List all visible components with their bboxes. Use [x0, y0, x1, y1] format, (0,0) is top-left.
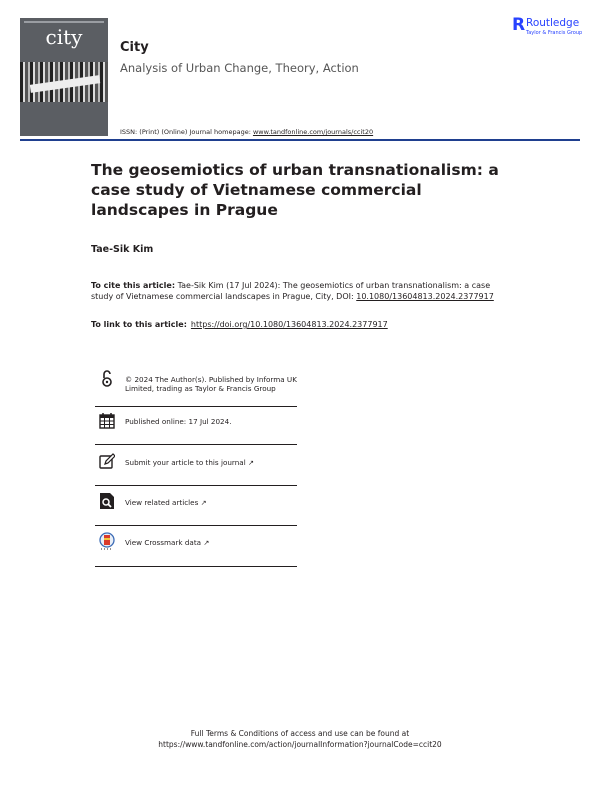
divider	[95, 406, 297, 407]
cover-title: city	[45, 25, 83, 49]
terms-line: Full Terms & Conditions of access and use can be found at	[190, 729, 410, 738]
terms-footer	[0, 728, 600, 750]
article-link: To link to this article: https://doi.org/10.1080/13604813.2024.2377917	[91, 320, 388, 329]
citation: To cite this article: Tae-Sik Kim (17 Jul 2024): The geosemiotics of urban transnationalism: a case study of Vietnamese commercial landscapes in Prague, City, DOI: 10.1080/13604813.2024.2377917	[91, 281, 494, 301]
crossmark-link[interactable]: View Crossmark data ↗	[95, 532, 297, 558]
submit-article-link[interactable]: Submit your article to this journal ↗	[95, 452, 297, 476]
divider	[95, 485, 297, 486]
license-info: © 2024 The Author(s). Published by Informa UK Limited, trading as Taylor & Francis Group	[95, 370, 297, 406]
citation-doi-link[interactable]: 10.1080/13604813.2024.2377917	[356, 292, 494, 301]
terms-url[interactable]: https://www.tandfonline.com/action/journalInformation?journalCode=ccit20	[158, 740, 442, 749]
divider	[95, 525, 297, 526]
publisher-name: Routledge	[526, 17, 580, 29]
related-articles-icon	[99, 492, 115, 510]
journal-homepage-link[interactable]: www.tandfonline.com/journals/ccit20	[252, 128, 374, 136]
routledge-mark-icon: R	[512, 15, 526, 35]
article-title: The geosemiotics of urban transnationalism: a case study of Vietnamese commercial landscapes in Prague	[91, 161, 499, 219]
edit-icon	[99, 452, 115, 470]
related-articles-link[interactable]: View related articles ↗	[95, 492, 297, 516]
journal-name: City	[120, 40, 149, 55]
publisher-tagline: Taylor & Francis Group	[526, 30, 583, 36]
issn-line: ISSN: (Print) (Online) Journal homepage: www.tandfonline.com/journals/ccit20	[120, 128, 374, 136]
journal-subtitle: Analysis of Urban Change, Theory, Action	[120, 61, 359, 75]
cover-photo	[20, 62, 108, 102]
article-doi-link[interactable]: https://doi.org/10.1080/13604813.2024.2377917	[190, 320, 388, 329]
article-author: Tae-Sik Kim	[91, 244, 154, 255]
open-access-icon	[99, 370, 115, 388]
cover-header-strip	[24, 21, 104, 23]
divider	[95, 444, 297, 445]
divider	[95, 566, 297, 567]
calendar-icon	[99, 412, 115, 430]
published-online: Published online: 17 Jul 2024.	[95, 412, 297, 442]
header-divider	[20, 139, 580, 141]
crossmark-icon	[99, 532, 115, 550]
journal-cover	[20, 18, 108, 136]
